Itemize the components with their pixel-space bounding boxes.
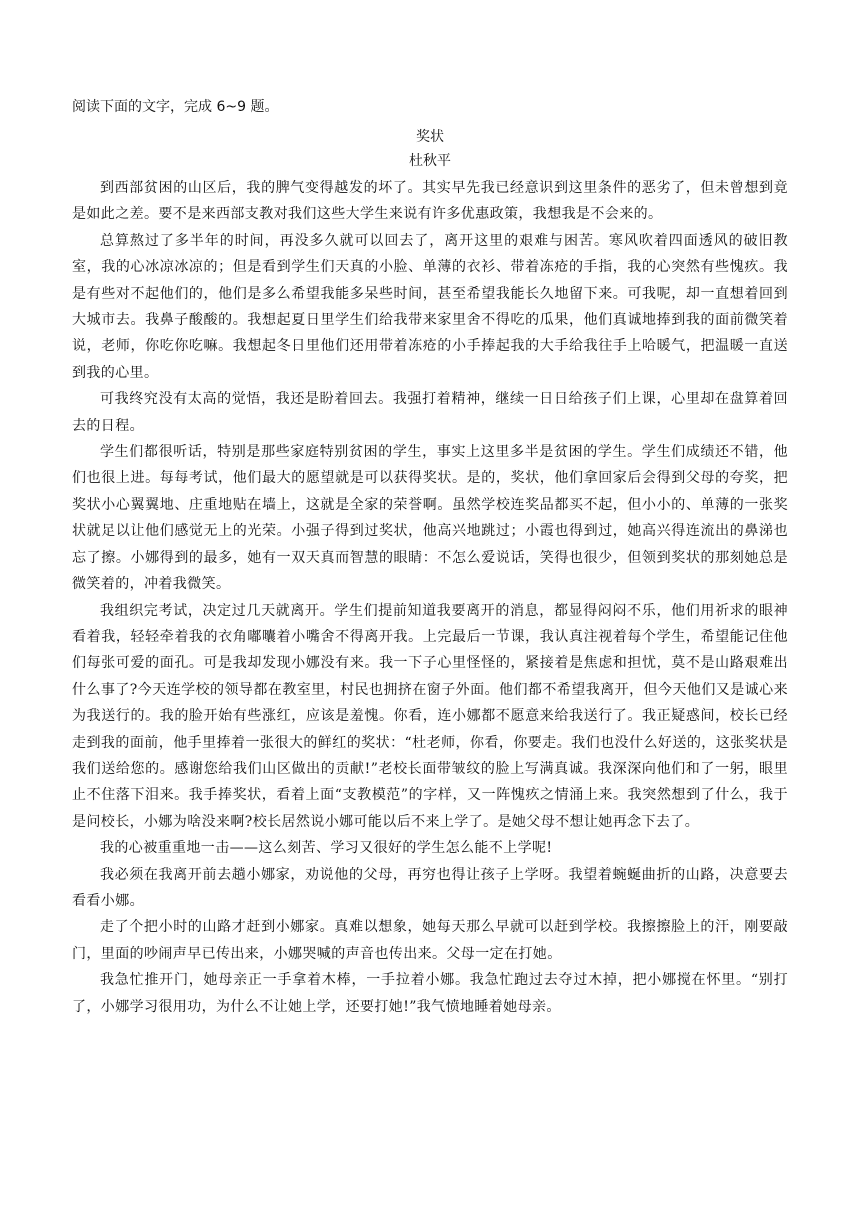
document-page <box>72 95 788 1020</box>
paragraph-1: 到西部贫困的山区后，我的脾气变得越发的坏了。其实早先我已经意识到这里条件的恶劣了，但未曾想到竟是如此之差。要不是来西部支教对我们这些大学生来说有许多优惠政策，我想我是不会来的。 <box>72 180 788 223</box>
paragraph-5: 我组织完考试，决定过几天就离开。学生们提前知道我要离开的消息，都显得闷闷不乐，他们用祈求的眼神看着我，轻轻牵着我的衣角嘟囔着小嘴舍不得离开我。上完最后一节课，我认真注视着每个学生，希望能记住他们每张可爱的面孔。可是我却发现小娜没有来。我一下子心里怪怪的，紧接着是焦虑和担忧，莫不是山路艰难出什么事了?今天连学校的领导都在教室里，村民也拥挤在窗子外面。他们都不希望我离开，但今天他们又是诚心来为我送行的。我的脸开始有些涨红，应该是羞愧。你看，连小娜都不愿意来给我送行了。我正疑惑间，校长已经走到我的面前，他手里捧着一张很大的鲜红的奖状：“杜老师，你看，你要走。我们也没什么好送的，这张奖状是我们送给您的。感谢您给我们山区做出的贡献!”老校长面带皱纹的脸上写满真诚。我深深向他们和了一躬，眼里止不住落下泪来。我手捧奖状，看着上面“支教模范”的字样，又一阵愧疚之情涌上来。我突然想到了什么，我于是问校长，小娜为啥没来啊?校长居然说小娜可能以后不来上学了。是她父母不想让她再念下去了。 <box>72 602 788 830</box>
paragraph-3: 可我终究没有太高的觉悟，我还是盼着回去。我强打着精神，继续一日日给孩子们上课，心里却在盘算着回去的日程。 <box>72 391 788 434</box>
paragraph-9: 我急忙推开门，她母亲正一手拿着木棒，一手拉着小娜。我急忙跑过去夺过木掉，把小娜搅在怀里。“别打了，小娜学习很用功，为什么不让她上学，还要打她!”我气愤地睡着她母亲。 <box>72 972 788 1015</box>
paragraph-8: 走了个把小时的山路才赶到小娜家。真难以想象，她每天那么早就可以赶到学校。我擦擦脸上的汗，刚要敲门，里面的吵闹声早已传出来，小娜哭喊的声音也传出来。父母一定在打她。 <box>72 919 788 962</box>
article-title: 奖状 <box>416 129 444 145</box>
paragraph-7: 我必须在我离开前去趟小娜家，劝说他的父母，再穷也得让孩子上学呀。我望着蜿蜒曲折的山路，决意要去看看小娜。 <box>72 866 788 909</box>
paragraph-6: 我的心被重重地一击——这么刻苦、学习又很好的学生怎么能不上学呢! <box>100 840 553 857</box>
question-instruction: 阅读下面的文字，完成 6~9 题。 <box>72 99 279 115</box>
paragraph-4: 学生们都很听话，特别是那些家庭特别贫困的学生，事实上这里多半是贫困的学生。学生们成绩还不错，他们也很上进。每每考试，他们最大的愿望就是可以获得奖状。是的，奖状，他们拿回家后会得到父母的夸奖，把奖状小心翼翼地、庄重地贴在墙上，这就是全家的荣誉啊。虽然学校连奖品都买不起，但小小的、单薄的一张奖状就足以让他们感觉无上的光荣。小强子得到过奖状，他高兴地跳过；小霞也得到过，她高兴得连流出的鼻涕也忘了擦。小娜得到的最多，她有一双天真而智慧的眼睛：不怎么爱说话，笑得也很少，但领到奖状的那刻她总是微笑着的，冲着我微笑。 <box>72 444 788 593</box>
article-author: 杜秋平 <box>409 153 451 169</box>
paragraph-2: 总算熬过了多半年的时间，再没多久就可以回去了，离开这里的艰难与困苦。寒风吹着四面透风的破旧教室，我的心冰凉冰凉的；但是看到学生们天真的小脸、单薄的衣衫、带着冻疮的手指，我的心突然有些愧疚。我是有些对不起他们的，他们是多么希望我能多呆些时间，甚至希望我能长久地留下来。可我呢，却一直想着回到大城市去。我鼻子酸酸的。我想起夏日里学生们给我带来家里舍不得吃的瓜果，他们真诚地捧到我的面前微笑着说，老师，你吃你吃嘛。我想起冬日里他们还用带着冻疮的小手捧起我的大手给我往手上哈暖气，把温暖一直送到我的心里。 <box>72 232 788 381</box>
